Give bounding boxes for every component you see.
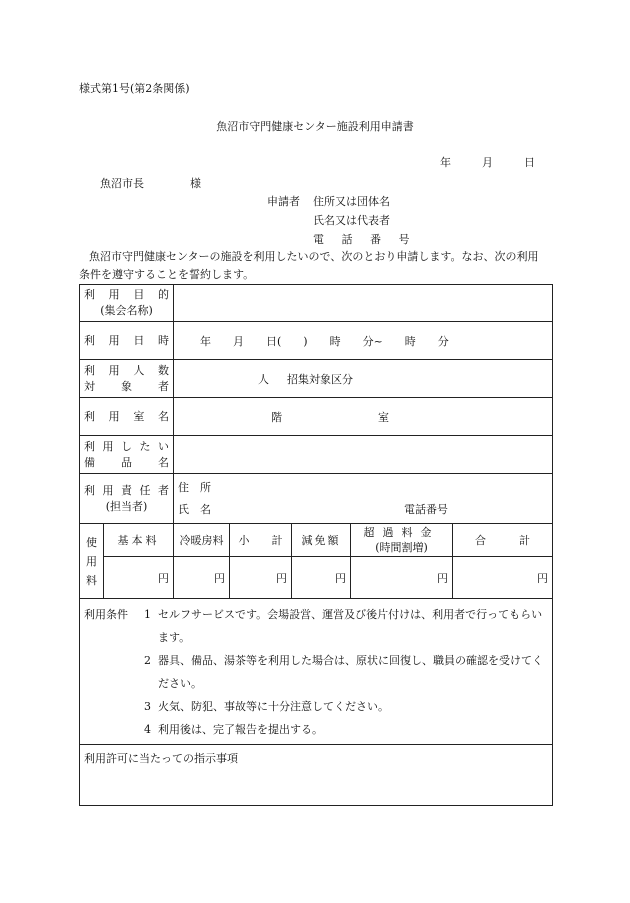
- addressee-honorific: 様: [190, 177, 201, 190]
- fee-header-heating-text: 冷暖房料: [179, 534, 224, 547]
- fee-header-reduction-text: 減免額: [301, 534, 341, 547]
- conditions-block: [84, 603, 548, 741]
- equipment-label: 利用したい: [84, 439, 169, 453]
- purpose-row: [80, 285, 553, 322]
- date-day: 日: [524, 156, 535, 169]
- condition-text: 器具、備品、湯茶等を利用した場合は、原状に回復し、職員の確認を受けてください。: [158, 653, 543, 690]
- condition-text: セルフサービスです。会場設営、運営及び後片付けは、利用者で行ってもらいます。: [158, 607, 543, 644]
- fee-heating-field[interactable]: [174, 557, 230, 599]
- floor-unit: 階: [271, 410, 282, 424]
- condition-number: 4: [144, 722, 151, 736]
- fee-total-field[interactable]: [453, 557, 553, 599]
- condition-number: 3: [144, 699, 151, 713]
- fee-reduction-unit: 円: [335, 571, 346, 585]
- fee-header-basic: [104, 524, 174, 557]
- datetime-field[interactable]: [174, 322, 553, 360]
- equipment-sublabel: 備品名: [84, 455, 169, 469]
- fee-header-subtotal: [230, 524, 292, 557]
- people-row: [80, 360, 553, 398]
- fee-basic-field[interactable]: [104, 557, 174, 599]
- room-row: [80, 398, 553, 436]
- fee-subtotal-unit: 円: [276, 571, 287, 585]
- purpose-label: 利用目的: [84, 288, 169, 301]
- equipment-row: [80, 436, 553, 474]
- datetime-row: [80, 322, 553, 360]
- applicant-label: 申請者: [267, 195, 300, 208]
- datetime-label: 利用日時: [84, 333, 169, 347]
- fee-header-excess-sub: (時間割増): [375, 541, 428, 554]
- conditions-row: [80, 599, 553, 745]
- document-title: 魚沼市守門健康センター施設利用申請書: [216, 120, 414, 133]
- instructions-row: [80, 745, 553, 806]
- applicant-name-label: 氏名又は代表者: [313, 214, 390, 227]
- fee-header-row: [80, 524, 553, 557]
- date-month: 月: [482, 156, 493, 169]
- fee-header-excess-text: 超過料金: [363, 526, 440, 539]
- responsible-address-label: 住 所: [178, 480, 211, 494]
- condition-text: 利用後は、完了報告を提出する。: [158, 722, 323, 736]
- purpose-field[interactable]: [174, 285, 553, 322]
- addressee-name: 魚沼市長: [100, 177, 144, 190]
- fee-reduction-field[interactable]: [292, 557, 351, 599]
- fee-total-unit: 円: [537, 571, 549, 585]
- addressee: [100, 175, 201, 191]
- fee-side-char-1: 使: [86, 535, 97, 549]
- responsible-sublabel: (担当者): [105, 499, 148, 513]
- form-number: 様式第1号(第2条関係): [79, 82, 190, 95]
- people-field[interactable]: [174, 360, 553, 398]
- purpose-sublabel: (集会名称): [100, 304, 153, 317]
- responsible-phone-label: 電話番号: [404, 502, 449, 516]
- fee-subtotal-field[interactable]: [230, 557, 292, 599]
- fee-value-row: [80, 557, 553, 599]
- people-label: 利用人数: [84, 363, 169, 377]
- condition-item: [84, 695, 548, 718]
- condition-item: [84, 603, 548, 649]
- instructions-field[interactable]: [80, 745, 553, 806]
- fee-side-char-3: 料: [86, 573, 97, 587]
- responsible-name-label: 氏 名: [178, 502, 211, 516]
- condition-item: [84, 718, 548, 741]
- condition-number: 2: [144, 653, 151, 667]
- target-label: 対象者: [84, 379, 169, 393]
- conditions-heading: 利用条件: [84, 607, 128, 621]
- fee-header-total: [453, 524, 553, 557]
- fee-header-subtotal-text: 小 計: [238, 534, 283, 547]
- fee-excess-unit: 円: [437, 571, 448, 585]
- fee-header-reduction: [292, 524, 351, 557]
- datetime-template: 年 月 日( ) 時 分~ 時 分: [200, 334, 449, 348]
- fee-side-label: [80, 524, 104, 599]
- applicant-address-label: 住所又は団体名: [313, 195, 390, 208]
- responsible-field[interactable]: [174, 474, 553, 524]
- instructions-label: 利用許可に当たっての指示事項: [84, 752, 238, 765]
- fee-header-total-text: 合 計: [475, 534, 530, 547]
- equipment-field[interactable]: [174, 436, 553, 474]
- fee-side-char-2: 用: [86, 554, 97, 568]
- room-label: 利用室名: [84, 409, 169, 423]
- people-unit: 人: [258, 372, 269, 386]
- condition-text: 火気、防犯、事故等に十分注意してください。: [158, 699, 389, 713]
- application-form-table: [79, 284, 553, 806]
- room-unit: 室: [378, 410, 389, 424]
- applicant-phone-label: 電 話 番 号: [313, 233, 417, 246]
- condition-number: 1: [144, 607, 151, 621]
- fee-excess-field[interactable]: [351, 557, 453, 599]
- fee-header-heating: [174, 524, 230, 557]
- category-label: 招集対象区分: [287, 372, 353, 386]
- fee-header-basic-text: 基本料: [117, 534, 160, 547]
- fee-basic-unit: 円: [158, 571, 169, 585]
- condition-item: [84, 649, 548, 695]
- room-field[interactable]: [174, 398, 553, 436]
- responsible-row: [80, 474, 553, 524]
- fee-heating-unit: 円: [214, 571, 225, 585]
- intro-text: 魚沼市守門健康センターの施設を利用したいので、次のとおり申請します。なお、次の利用条件を遵守することを誓約します。: [79, 250, 539, 281]
- responsible-label: 利用責任者: [84, 483, 169, 497]
- date-line: [440, 154, 535, 170]
- fee-header-excess: [351, 524, 453, 557]
- date-year: 年: [440, 156, 451, 169]
